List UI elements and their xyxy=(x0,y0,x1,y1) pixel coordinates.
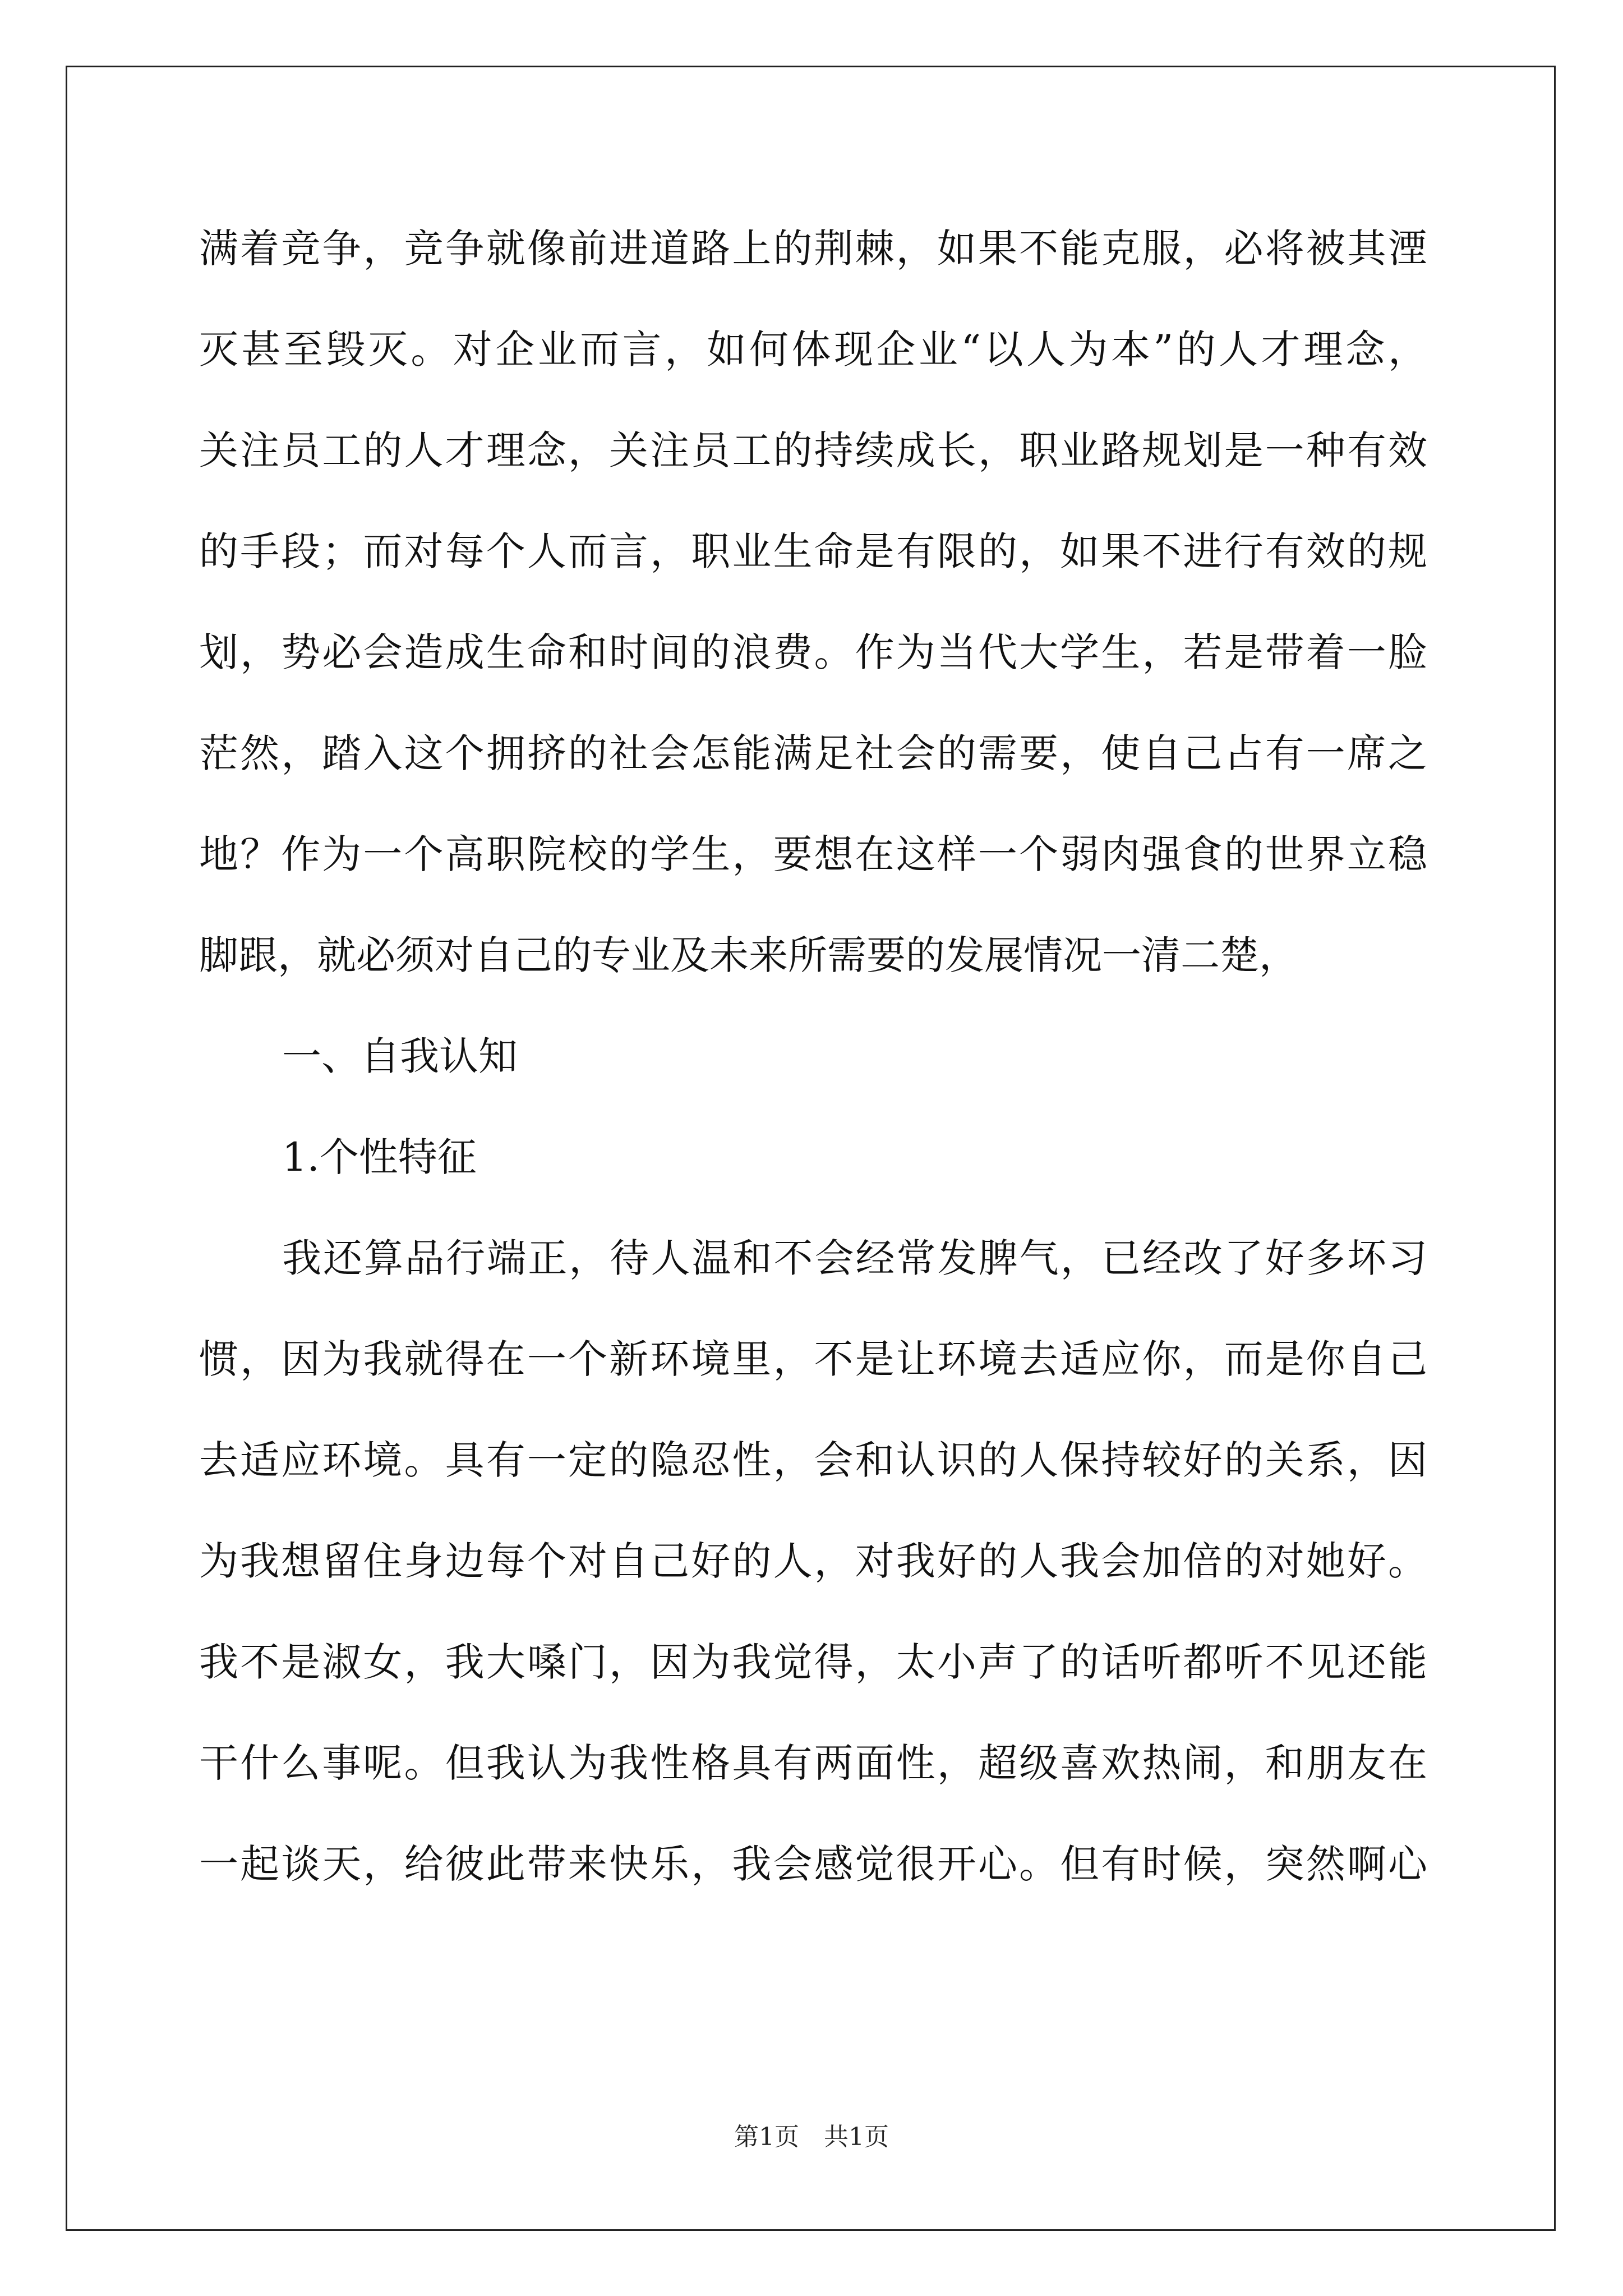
text-line: 去适应环境。具有一定的隐忍性，会和认识的人保持较好的关系，因 xyxy=(199,1437,1427,1483)
text-line: 脚跟，就必须对自己的专业及未来所需要的发展情况一清二楚， xyxy=(199,932,1298,978)
text-line: 灭甚至毁灭。对企业而言，如何体现企业“以人为本”的人才理念， xyxy=(199,326,1427,372)
text-line: 惯，因为我就得在一个新环境里，不是让环境去适应你，而是你自己 xyxy=(199,1336,1427,1382)
text-line: 的手段；而对每个人而言，职业生命是有限的，如果不进行有效的规 xyxy=(199,528,1427,574)
text-line: 我不是淑女，我大嗓门，因为我觉得，太小声了的话听都听不见还能 xyxy=(199,1639,1427,1685)
page-number-footer: 第1页 共1页 xyxy=(734,2123,889,2151)
text-line: 关注员工的人才理念，关注员工的持续成长，职业路规划是一种有效 xyxy=(199,427,1427,473)
text-line: 地？作为一个高职院校的学生，要想在这样一个弱肉强食的世界立稳 xyxy=(199,831,1427,877)
subsection-heading: 1.个性特征 xyxy=(282,1134,477,1180)
text-line: 划，势必会造成生命和时间的浪费。作为当代大学生，若是带着一脸 xyxy=(199,629,1427,675)
text-line: 满着竞争，竞争就像前进道路上的荆棘，如果不能克服，必将被其湮 xyxy=(199,226,1427,272)
text-line: 我还算品行端正，待人温和不会经常发脾气，已经改了好多坏习 xyxy=(282,1235,1427,1281)
text-line: 干什么事呢。但我认为我性格具有两面性，超级喜欢热闹，和朋友在 xyxy=(199,1740,1427,1786)
text-line: 一起谈天，给彼此带来快乐，我会感觉很开心。但有时候，突然啊心 xyxy=(199,1841,1427,1887)
section-heading: 一、自我认知 xyxy=(282,1033,518,1079)
text-line: 茫然，踏入这个拥挤的社会怎能满足社会的需要，使自己占有一席之 xyxy=(199,730,1427,776)
text-line: 为我想留住身边每个对自己好的人，对我好的人我会加倍的对她好。 xyxy=(199,1538,1427,1584)
